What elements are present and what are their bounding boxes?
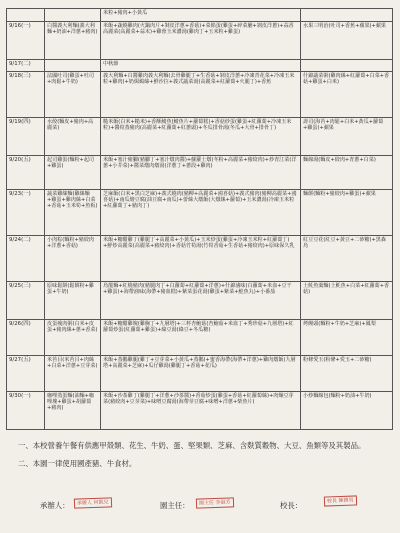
date-cell: 9/24(二) xyxy=(7,236,45,282)
table-row xyxy=(7,118,393,156)
maker-stamp: 承辦人 何凱兒 xyxy=(74,497,112,508)
snack-cell: 麵餅(麵粉+豬絞肉+雞蛋)+蘋果 xyxy=(301,190,393,236)
date-cell: 9/17(二) xyxy=(7,60,45,72)
staple-cell: 法國吐司(雞蛋+吐司+肉鬆+牛奶) xyxy=(45,72,101,118)
menu-table xyxy=(6,8,393,430)
date-cell: 9/26(四) xyxy=(7,320,45,356)
main-cell: 中秋節 xyxy=(101,60,301,72)
principal-stamp: 校長 陳鎮男 xyxy=(324,495,357,506)
date-cell: 9/23(一) xyxy=(7,190,45,236)
main-cell: 米飯+蒸鵝雞腿(雞丁+豆芽菜+小黃瓜+蒸鵝)+蜜香海帶(海帶+洋蔥)+雞肉燉飯(九層塔+高麗菜+芝麻)+瓜仔雞湯(雞腿丁+香菇+花瓜) xyxy=(101,356,301,392)
main-cell: 芝麻飯(白米+黑白芝麻)+義式燒肉(豬柳+高麗菜+鴻喜菇)+義式豬肉(豬柳高麗菜+鴻喜菇)+南瓜燴豆腐(油豆腐+南瓜)+蕾絲大燉飯(大燉絲+蘿蔔)+玉米濃湯(冷凍玉米粒+紅蘿蔔丁+豬肉丁) xyxy=(101,190,301,236)
date-cell xyxy=(7,9,45,22)
notes-section xyxy=(18,440,388,476)
director-stamp: 園主任 李淑芳 xyxy=(196,497,234,508)
table-row xyxy=(7,9,393,22)
date-cell: 9/25(三) xyxy=(7,282,45,320)
principal-label: 校長： xyxy=(280,501,303,510)
table-row xyxy=(7,72,393,118)
snack-cell: 烤饅頭(麵粉+牛奶+芝麻)+鳳梨 xyxy=(301,320,393,356)
snack-cell: 水果三明治(吐司+香蕉+蘋果)+蘋果 xyxy=(301,22,393,60)
maker-label: 承辦人： xyxy=(40,501,70,510)
date-cell: 9/16(一) xyxy=(7,22,45,60)
main-cell: 米飯+蔬燒雞肉(火鍋肉片+剝皮洋蔥+香菇)+菜餡蛋(雞蛋+碎菜脯+剝皮洋蔥)+蒜香高麗菜(高麗菜+蒜末)+雞蓉玉米濃湯(雞肉丁+玉米粒+雞蛋) xyxy=(101,22,301,60)
staple-cell: 原味鬆餅(鬆餅粉+雞蛋+牛奶) xyxy=(45,282,101,320)
main-cell: 米粒+豬肉+小黃瓜 xyxy=(101,9,301,22)
date-cell: 9/20(五) xyxy=(7,156,45,190)
table-row xyxy=(7,282,393,320)
staple-cell: 蔬菜雞絲麵(雞絲麵+雞蛋+雞肉絲+白菜+香菇+玉米筍+魚板) xyxy=(45,190,101,236)
staple-cell: 米苔目(米苔目+肉絲+白菜+洋蔥+豆芽菜) xyxy=(45,356,101,392)
table-row xyxy=(7,236,393,282)
snack-cell xyxy=(301,60,393,72)
staple-cell: 小肉粽(麵粉+豬絞肉+洋蔥+香菇) xyxy=(45,236,101,282)
snack-cell: 紅豆豆花(紅豆+黃豆+二砂糖)+黑森烏 xyxy=(301,236,393,282)
staple-cell: 咖哩蒸蛋麵(油麵+咖哩塊+雞蛋+胡蘿蔔+豬肉) xyxy=(45,392,101,430)
table-row xyxy=(7,320,393,356)
director-signature xyxy=(160,499,231,511)
date-cell: 9/30(一) xyxy=(7,392,45,430)
snack-cell: 什錦蔬菜粥(雞肉絲+紅蘿蔔+白菜+香菇+雞蛋+白米) xyxy=(301,72,393,118)
date-cell: 9/27(五) xyxy=(7,356,45,392)
allergen-note: 一、本校營養午餐有供應甲殼類、花生、牛奶、蛋、堅果類、芝麻、含麩質穀物、大豆、魚類等及其製品。 xyxy=(18,441,366,450)
table-row xyxy=(7,392,393,430)
table-row xyxy=(7,22,393,60)
staple-cell: 白醬義大利麵(義大利麵+奶油+洋蔥+豬肉) xyxy=(45,22,101,60)
main-cell: 米飯+沙茶雞丁(雞腿丁+洋蔥+沙茶醬)+香菇炒蛋(雞蛋+香菇+紅蘿蔔絲)+肉燥豆芽菜(豬絞肉+豆芽菜)+味噌豆腐湯(海帶芽豆腐+味噌+洋蔥+柴魚片) xyxy=(101,392,301,430)
staple-cell: 水餃(麵皮+豬肉+高麗菜) xyxy=(45,118,101,156)
main-cell: 義大利麵+白醬雞肉義大利麵(去骨雞腿丁+生香菇+剝皮洋蔥+冷凍青花菜+冷凍玉米粒+雞肉)+奶焗鷄絲+鮮沙拉+義式蔬菜湯(高麗菜+紅蘿蔔+火腿丁)+香蕉 xyxy=(101,72,301,118)
snack-cell: 粉條愛玉(粉條+愛玉+二砂糖) xyxy=(301,356,393,392)
snack-cell: 壽司(海苔+肉鬆+白米+黃瓜+蘿蔔+雞蛋)+蘋果 xyxy=(301,118,393,156)
snack-cell: 土魠魚羹麵(土魠魚+白菜+紅蘿蔔+香菇) xyxy=(301,282,393,320)
meat-origin-note: 二、本園一律使用國產豬、牛食材。 xyxy=(18,459,137,468)
table-row xyxy=(7,60,393,72)
staple-cell: 起司雞蛋(麵粉+起司+雞蛋) xyxy=(45,156,101,190)
main-cell: 米飯+糖醋雞塊(雞胸丁+九層塔)+三杯杏鮑菇(杏鮑菇+米血丁+秀珍菇+九層塔)+紅蘿蔔炒蛋(紅蘿蔔+雞蛋)+綠豆湯(綠豆+冬瓜糖) xyxy=(101,320,301,356)
maker-signature xyxy=(40,499,109,511)
staple-cell xyxy=(45,9,101,22)
principal-signature xyxy=(280,497,354,511)
date-cell: 9/18(三) xyxy=(7,72,45,118)
snack-cell xyxy=(301,9,393,22)
main-cell: 糙米飯(白米+糙米)+香酥鯖魚(鯖魚片+蘿蔔糕)+香菇炒蛋(雞蛋+紅蘿蔔+冷凍玉米粒)+醬筍蒸豬肉(高麗菜+紅蘿蔔+紅蔥頭)+冬瓜排骨湯(冬瓜+大骨+排骨丁) xyxy=(101,118,301,156)
table-row xyxy=(7,156,393,190)
snack-cell: 麵線湯(麵皮+絞肉+青蔥+白菜) xyxy=(301,156,393,190)
table-row xyxy=(7,356,393,392)
staple-cell: 皮蛋瘦肉粥(白米+皮蛋+豬肉絲+蔥+香菜) xyxy=(45,320,101,356)
main-cell: 烏龍麵+紅燒豬肉(豬腿肉丁+白蘿蔔+紅蘿蔔+洋蔥)+什錦滷味(白蘿蔔+米血+豆干+雞蛋)+海帶滷味(海帶+豬血糕)+紫菜蛋花湯(雞蛋+紫菜+鮭魚丸)+小番茄 xyxy=(101,282,301,320)
main-cell: 米飯+糖醋雞丁(雞腿丁+高麗菜+小黃瓜)+玉米炒蛋(雞蛋+冷凍玉米粒+紅蘿蔔丁)+鮮炒高麗菜(高麗菜+豬絞肉)+香菇竹筍湯(竹筍香菇+生香菇+豬絞肉)+原味保久乳 xyxy=(101,236,301,282)
table-row xyxy=(7,190,393,236)
date-cell: 9/19(四) xyxy=(7,118,45,156)
director-label: 園主任： xyxy=(160,501,190,510)
snack-cell: 小炒麵線包(麵粉+奶油+牛奶) xyxy=(301,392,393,430)
staple-cell xyxy=(45,60,101,72)
main-cell: 米飯+塞汁豬腳(豬腳丁+塞汁燉肉醬)+蘇蘿土燉(冬粉+高麗菜+豬絞肉)+炒青江菜(洋蔥+小芥菜)+醬菜燉肉燉湯(洋蔥丁+蔥段+雞肉) xyxy=(101,156,301,190)
